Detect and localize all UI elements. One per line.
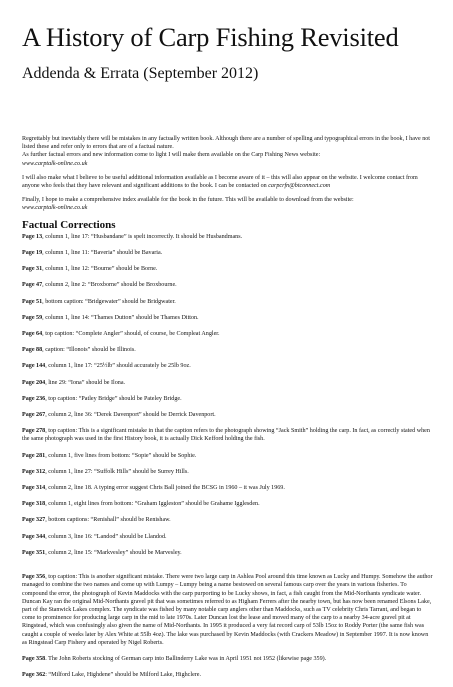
correction-page-ref: Page 327 <box>22 517 46 524</box>
correction-text: , column 2, line 2: “Broxborne” should be Broxbourne. <box>42 282 177 289</box>
intro-paragraph-2 <box>22 174 433 190</box>
correction-page-ref: Page 64 <box>22 331 43 338</box>
correction-page-ref: Page 344 <box>22 533 46 540</box>
correction-item <box>22 298 433 306</box>
intro-text-3: Finally, I hope to make a comprehensive index available for the book in the future. This will be available to download from the website: <box>22 197 354 204</box>
correction-item <box>22 281 433 289</box>
correction-item <box>22 500 433 508</box>
correction-page-ref: Page 31 <box>22 266 43 273</box>
correction-text: . The John Roberts stocking of German carp into Ballinderry Lake was in April 1951 not 1952 (likewise page 359). <box>45 655 327 662</box>
correction-text: , column 1, five lines from bottom: “Sopie” should be Sophie. <box>45 452 197 459</box>
correction-page-ref: Page 281 <box>22 452 46 459</box>
correction-text: , column 1, line 17: “Husbandane” is spelt incorrectly. It should be Husbandmans. <box>42 233 243 240</box>
website-link-2[interactable]: www.carptalk-online.co.uk <box>22 205 88 212</box>
correction-item <box>22 346 433 354</box>
correction-text: , column 1, line 12: “Bourne” should be Borne. <box>42 266 158 273</box>
document-subtitle: Addenda & Errata (September 2012) <box>22 65 259 82</box>
correction-item <box>22 330 433 338</box>
document-body <box>22 135 433 687</box>
correction-item <box>22 362 433 370</box>
correction-text: : “Milford Lake, Highdene” should be Milford Lake, Highclere. <box>45 672 202 679</box>
correction-page-ref: Page 362 <box>22 672 46 679</box>
intro-paragraph-1 <box>22 135 433 168</box>
correction-text: , top caption: This is another significant mistake. There were two large carp in Ashlea Pool around this time known as Lucky and Humpy. Somehow the author managed to combine the two names and come up with Lumpy – Lumpy being a name bestowed on several famous carp over the years in various fisheries. To compound the error, the photograph of Kevin Maddocks with the carp purporting to be Lucky shows, in fact, a fish caught from the Mid-Northants syndicate water. Duncan Kay ran the original Mid-Northants gravel pit that was sometimes referred to as Higham Ferrers after the nearby town, but has now been renamed Elsons Lake, part of the Stanwick Lakes complex. The syndicate was fished by many notable carp anglers other than Maddocks, such as TV celebrity Chris Tarrant, and began to come to prominence for producing large carp in the mid to late 1970s. Later Duncan lost the lease and moved many of the carp to a nearby 34-acre gravel pit at Ringstead, which was confusingly also given the name of Mid-Northants. In 1995 it produced a very fat record carp of 53lb 15oz to Roddy Porter (the same fish was caught a couple of weeks later by Alex White at 55lb 4oz). The lake was purchased by Kevin Maddocks (with Crackers Meadow) in September 1997. It is now known as Ringstead Carp Fishery and operated by Nigel Roberts. <box>22 574 433 646</box>
intro-text-1a: Regrettably but inevitably there will be mistakes in any factually written book. Although there are a number of spelling and typographical errors in the book, I have not listed these and refer only to errors that are of a factual nature. <box>22 136 430 151</box>
correction-page-ref: Page 267 <box>22 412 46 419</box>
correction-item <box>22 549 433 557</box>
correction-page-ref: Page 144 <box>22 363 46 370</box>
correction-text: , column 1, line 14: “Thames Dutton” should be Thames Ditton. <box>42 314 199 321</box>
website-link[interactable]: www.carptalk-online.co.uk <box>22 160 88 167</box>
correction-text: , column 1, eight lines from bottom: “Graham Iggleston” should be Grahame Igglesden. <box>45 501 260 508</box>
corrections-list-2 <box>22 573 433 679</box>
correction-text: , top caption: This is a significant mistake in that the caption refers to the photograph showing “Jack Smith” holding the carp. In fact, as correctly stated when the same photograph was used in the first History book, it is actually Dick Kefford holding the fish. <box>22 428 430 443</box>
correction-item <box>22 314 433 322</box>
correction-item <box>22 233 433 241</box>
correction-text: , top caption: “Complete Angler” should, of course, be Compleat Angler. <box>42 331 220 338</box>
correction-page-ref: Page 59 <box>22 314 43 321</box>
correction-text: , column 1, line 11: “Baveria” should be Bavaria. <box>42 250 163 257</box>
section-heading: Factual Corrections <box>22 218 116 231</box>
corrections-list <box>22 233 433 557</box>
correction-item <box>22 468 433 476</box>
correction-page-ref: Page 236 <box>22 395 46 402</box>
correction-item <box>22 452 433 460</box>
intro-text-1b: As further factual errors and new information come to light I will make them available on the Carp Fishing News website: <box>22 152 321 159</box>
intro-text-2: I will also make what I believe to be useful additional information available as I become aware of it – this will also appear on the website. I welcome contact from anyone who feels that they have relevant and significant additions to the book. I can be contacted on <box>22 174 418 190</box>
correction-item <box>22 533 433 541</box>
correction-text: , column 2, line 18. A typing error suggest Chris Ball joined the BCSG in 1960 – it was July 1969. <box>45 485 285 492</box>
correction-page-ref: Page 13 <box>22 233 43 240</box>
correction-page-ref: Page 47 <box>22 282 43 289</box>
correction-item <box>22 573 433 647</box>
correction-text: , column 3, line 16: “Landod” should be Llandod. <box>45 533 167 540</box>
correction-page-ref: Page 356 <box>22 574 46 581</box>
correction-item <box>22 516 433 524</box>
email-link[interactable]: carpcrfn@btconnect.com <box>268 183 331 190</box>
correction-text: , bottom captions: “Renishall” should be Renishaw. <box>45 517 171 524</box>
correction-item <box>22 411 433 419</box>
correction-item <box>22 427 433 443</box>
correction-page-ref: Page 351 <box>22 549 46 556</box>
correction-text: , column 2, line 15: “Markvesley” should be Marvesley. <box>45 549 182 556</box>
correction-page-ref: Page 88 <box>22 347 43 354</box>
correction-item <box>22 249 433 257</box>
correction-page-ref: Page 358 <box>22 655 46 662</box>
correction-item <box>22 655 433 663</box>
correction-text: , column 1, line 17: “25½lb” should accurately be 25lb 9oz. <box>45 363 191 370</box>
correction-item <box>22 395 433 403</box>
correction-page-ref: Page 318 <box>22 501 46 508</box>
correction-item <box>22 484 433 492</box>
correction-text: , column 2, line 36: “Derek Davenport” should be Derrick Davenport. <box>45 412 216 419</box>
correction-text: , line 29: “Iona” should be Ilona. <box>45 379 126 386</box>
correction-page-ref: Page 314 <box>22 485 46 492</box>
correction-item <box>22 379 433 387</box>
correction-page-ref: Page 278 <box>22 428 46 435</box>
correction-page-ref: Page 312 <box>22 468 46 475</box>
correction-page-ref: Page 204 <box>22 379 46 386</box>
correction-page-ref: Page 19 <box>22 250 43 257</box>
correction-text: , column 1, line 27: “Suffolk Hills” should be Surrey Hills. <box>45 468 189 475</box>
intro-paragraph-3 <box>22 196 433 212</box>
correction-text: , bottom caption: “Bridgewater” should be Bridgwater. <box>42 298 176 305</box>
correction-text: , caption: “Illonois” should be Illinois. <box>42 347 136 354</box>
correction-text: , top caption: “Patley Bridge” should be Pateley Bridge. <box>45 395 182 402</box>
correction-item <box>22 265 433 273</box>
correction-item <box>22 671 433 679</box>
document-title: A History of Carp Fishing Revisited <box>22 22 399 52</box>
correction-page-ref: Page 51 <box>22 298 43 305</box>
